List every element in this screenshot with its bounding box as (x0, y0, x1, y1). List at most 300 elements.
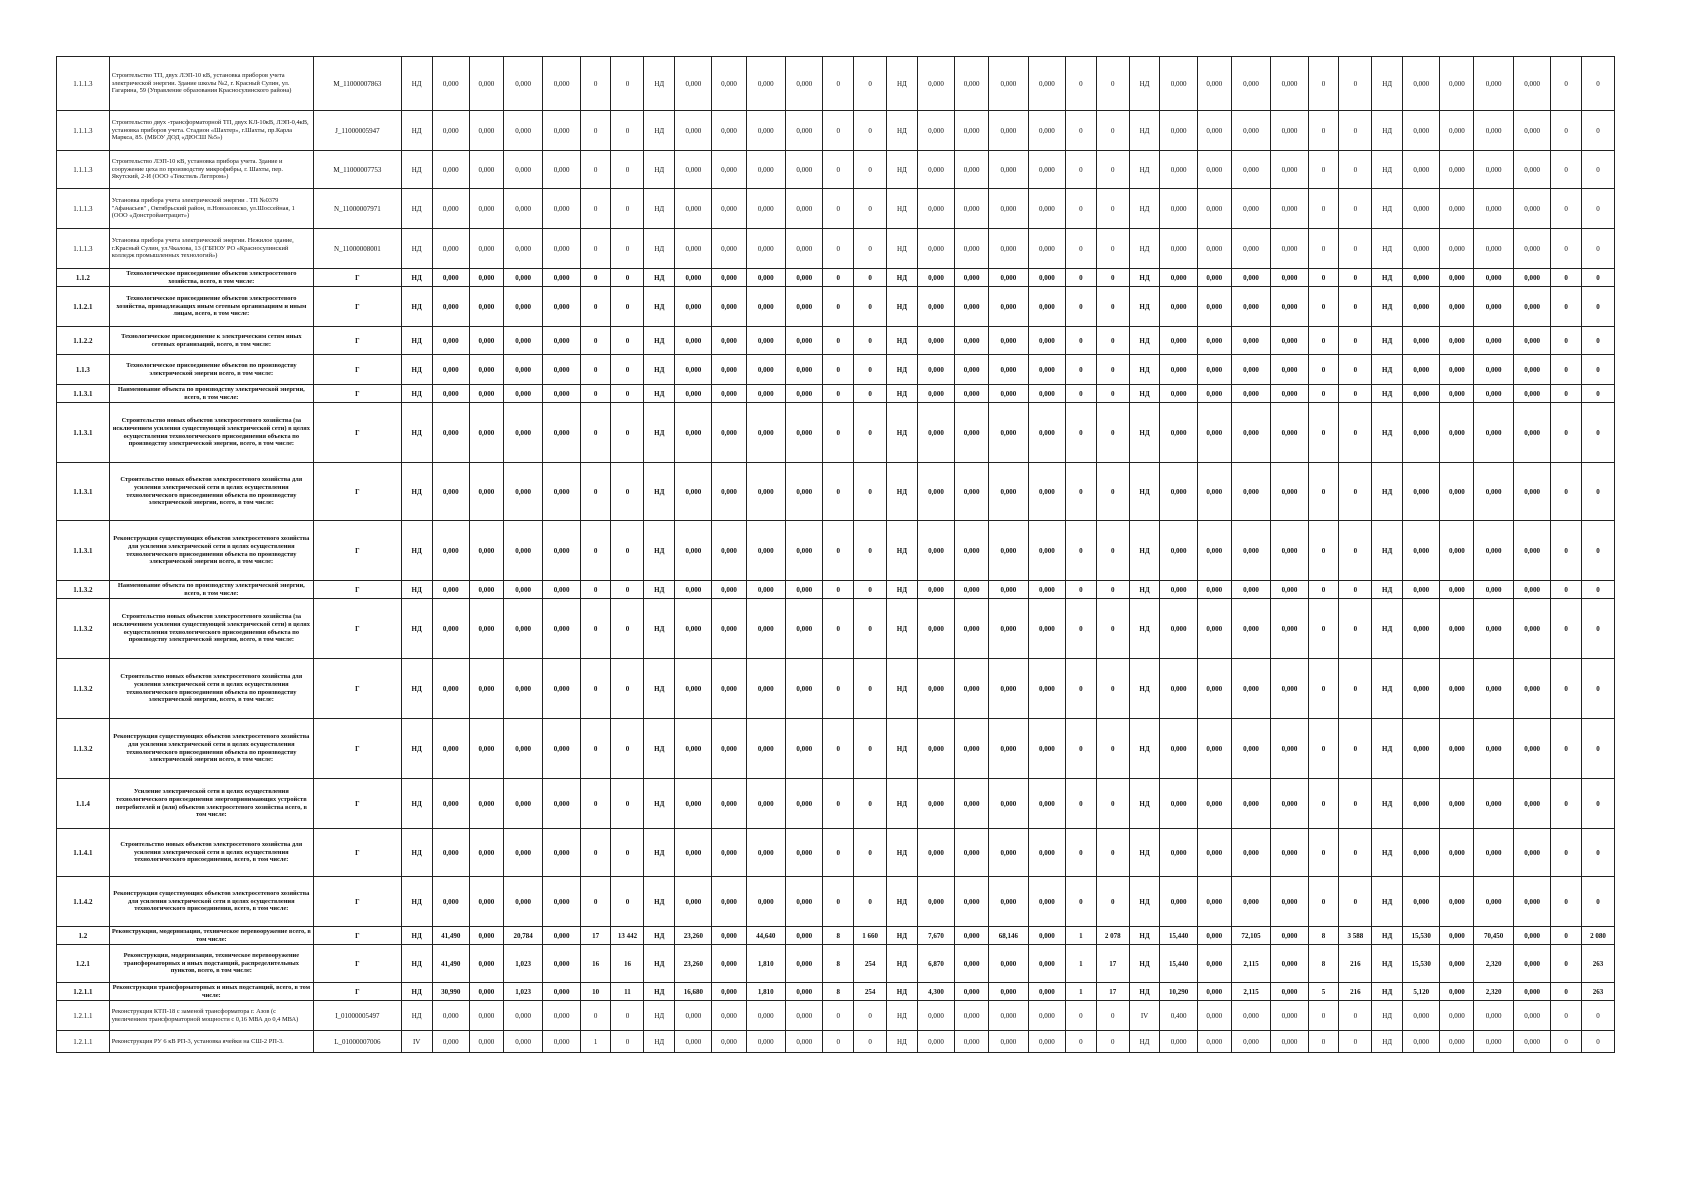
value-cell: 0 (1339, 229, 1372, 269)
row-id: Г (313, 983, 401, 1001)
value-cell: 0,000 (1403, 719, 1440, 779)
value-cell: 0,000 (1271, 229, 1308, 269)
value-cell: 0 (1066, 229, 1097, 269)
row-code: 1.1.4.2 (57, 877, 110, 927)
row-status: НД (401, 355, 432, 385)
row-id: J_11000005947 (313, 111, 401, 151)
value-cell: 2,320 (1474, 945, 1514, 983)
value-cell: 0,000 (1474, 269, 1514, 287)
value-cell: 0,000 (1160, 111, 1197, 151)
value-cell: 0 (1339, 877, 1372, 927)
value-cell: 0,000 (1231, 151, 1271, 189)
value-cell: НД (644, 829, 675, 877)
value-cell: 0 (1551, 463, 1582, 521)
value-cell: 0,000 (503, 189, 543, 229)
value-cell: 0 (1339, 659, 1372, 719)
value-cell: 0,000 (1513, 581, 1550, 599)
value-cell: 0,000 (543, 581, 580, 599)
value-cell: НД (644, 779, 675, 829)
value-cell: 0,000 (955, 463, 989, 521)
value-cell: 0,000 (1197, 385, 1231, 403)
value-cell: 0,000 (955, 719, 989, 779)
value-cell: 0 (854, 1001, 887, 1031)
value-cell: 0,000 (989, 1001, 1029, 1031)
value-cell: 44,640 (746, 927, 786, 945)
value-cell: 0,000 (1197, 269, 1231, 287)
value-cell: 0,000 (543, 1031, 580, 1053)
value-cell: 0 (823, 719, 854, 779)
value-cell: 0,000 (1160, 829, 1197, 877)
value-cell: 0,000 (1231, 189, 1271, 229)
value-cell: 0,000 (675, 719, 712, 779)
value-cell: 0,000 (1231, 111, 1271, 151)
value-cell: 0 (1096, 521, 1129, 581)
value-cell: 0 (611, 327, 644, 355)
value-cell: 0 (1096, 659, 1129, 719)
value-cell: НД (1372, 521, 1403, 581)
row-code: 1.1.3.1 (57, 463, 110, 521)
table-row (57, 521, 1646, 581)
value-cell: 0,000 (989, 779, 1029, 829)
value-cell: 0,000 (955, 945, 989, 983)
row-code: 1.1.1.3 (57, 189, 110, 229)
value-cell: 0,000 (1231, 581, 1271, 599)
value-cell: 0 (854, 877, 887, 927)
value-cell: 0,000 (1231, 829, 1271, 877)
value-cell: 0,000 (469, 521, 503, 581)
value-cell: 0,000 (1271, 779, 1308, 829)
value-cell: 0,000 (1028, 779, 1065, 829)
value-cell: 0,000 (1474, 403, 1514, 463)
value-cell: 0,000 (989, 877, 1029, 927)
value-cell: 0,000 (1474, 189, 1514, 229)
value-cell: НД (644, 719, 675, 779)
value-cell: 0,000 (1440, 355, 1474, 385)
value-cell: 0,000 (432, 57, 469, 111)
value-cell: 0 (1308, 659, 1339, 719)
value-cell: 0,000 (1474, 463, 1514, 521)
row-name: Установка прибора учета электрической энергии. Нежилое здание, г.Красный Сулин, ул.Чкалова, 13 (ГБПОУ РО «Красносулинский колледж промышленных технологий») (109, 229, 313, 269)
value-cell: 0,000 (786, 287, 823, 327)
value-cell: 0,000 (432, 719, 469, 779)
value-cell: 8 (823, 983, 854, 1001)
value-cell: 0,000 (1028, 581, 1065, 599)
value-cell: 0 (611, 463, 644, 521)
value-cell: 0 (1096, 269, 1129, 287)
value-cell: 0,000 (1440, 945, 1474, 983)
value-cell: 0 (611, 151, 644, 189)
value-cell: 0 (1581, 287, 1614, 327)
row-status: НД (401, 463, 432, 521)
value-cell: 0 (1581, 111, 1614, 151)
value-cell: 0,000 (1474, 111, 1514, 151)
value-cell: 15,440 (1160, 945, 1197, 983)
value-cell: 0 (1339, 189, 1372, 229)
value-cell: 0 (823, 151, 854, 189)
value-cell: 0 (1339, 57, 1372, 111)
value-cell: 0,000 (989, 403, 1029, 463)
value-cell: 1,810 (746, 945, 786, 983)
value-cell: 0,000 (712, 151, 746, 189)
value-cell: 0,000 (543, 521, 580, 581)
value-cell: 0 (823, 1001, 854, 1031)
value-cell: 0,000 (1440, 599, 1474, 659)
value-cell: 0,000 (1403, 581, 1440, 599)
value-cell: 0,000 (1403, 355, 1440, 385)
value-cell: 70,450 (1474, 927, 1514, 945)
value-cell: 0,000 (543, 327, 580, 355)
value-cell: 0 (611, 1001, 644, 1031)
row-id: Г (313, 659, 401, 719)
value-cell: 0 (580, 385, 611, 403)
value-cell: 0,000 (712, 463, 746, 521)
value-cell: НД (887, 779, 918, 829)
value-cell: НД (644, 463, 675, 521)
value-cell: 0,000 (1231, 269, 1271, 287)
row-name: Реконструкция КТП-18 с заменой трансформатора г. Азов (с увеличением трансформаторной мощности с 0,16 МВА до 0,4 МВА) (109, 1001, 313, 1031)
value-cell: 0,000 (543, 403, 580, 463)
value-cell: 0,000 (1231, 57, 1271, 111)
value-cell: 0 (854, 355, 887, 385)
value-cell: 0,000 (469, 327, 503, 355)
value-cell: 0,000 (786, 719, 823, 779)
table-row (57, 151, 1646, 189)
value-cell: 0,000 (1231, 355, 1271, 385)
value-cell: 0 (1066, 779, 1097, 829)
value-cell: НД (644, 599, 675, 659)
value-cell: 0,000 (786, 463, 823, 521)
value-cell: 0,000 (1197, 927, 1231, 945)
value-cell: 0,000 (503, 151, 543, 189)
value-cell: НД (1129, 403, 1160, 463)
value-cell: 0,000 (1231, 599, 1271, 659)
value-cell: 0,000 (989, 229, 1029, 269)
value-cell: 0 (1308, 229, 1339, 269)
value-cell: НД (1372, 877, 1403, 927)
value-cell: 0 (854, 829, 887, 877)
value-cell: 0,000 (1403, 403, 1440, 463)
value-cell: 0,000 (955, 385, 989, 403)
value-cell: 0,000 (1028, 877, 1065, 927)
value-cell: 0,000 (712, 1001, 746, 1031)
value-cell: 4,300 (917, 983, 954, 1001)
value-cell: 0,000 (1440, 287, 1474, 327)
value-cell: 0,000 (469, 877, 503, 927)
value-cell: 0 (854, 1031, 887, 1053)
value-cell: 0,000 (543, 385, 580, 403)
value-cell: 0,000 (432, 403, 469, 463)
value-cell: 0,000 (469, 403, 503, 463)
row-id: Г (313, 779, 401, 829)
value-cell: 0,000 (786, 229, 823, 269)
value-cell: 0,000 (746, 779, 786, 829)
value-cell: 0,000 (503, 111, 543, 151)
value-cell: 0 (1308, 57, 1339, 111)
value-cell: 0,000 (675, 877, 712, 927)
value-cell: НД (644, 521, 675, 581)
value-cell: 2,115 (1231, 945, 1271, 983)
value-cell: 0 (1096, 151, 1129, 189)
value-cell: НД (1129, 983, 1160, 1001)
value-cell: 0,000 (503, 829, 543, 877)
value-cell: 0,000 (955, 189, 989, 229)
value-cell: 0 (1096, 385, 1129, 403)
value-cell: НД (644, 581, 675, 599)
value-cell: 0 (854, 779, 887, 829)
value-cell: 0,000 (1403, 287, 1440, 327)
value-cell: НД (1129, 945, 1160, 983)
value-cell: 0 (1096, 877, 1129, 927)
value-cell: 0 (823, 229, 854, 269)
value-cell: 0,000 (1513, 355, 1550, 385)
value-cell: 0,000 (1440, 1031, 1474, 1053)
table-row (57, 57, 1646, 111)
value-cell: 263 (1581, 945, 1614, 983)
value-cell: 0,000 (917, 599, 954, 659)
value-cell: НД (887, 229, 918, 269)
value-cell: 0,000 (989, 829, 1029, 877)
value-cell: 0,000 (1028, 287, 1065, 327)
value-cell: 0,000 (989, 1031, 1029, 1053)
value-cell: 0,000 (955, 151, 989, 189)
value-cell: 3 588 (1339, 927, 1372, 945)
value-cell: 0,000 (1513, 403, 1550, 463)
value-cell: 0 (580, 829, 611, 877)
row-name: Реконструкция существующих объектов электросетевого хозяйства для усиления электрической сети в целях осуществления технологического присоединения объекта по производству электрической энергии всего, в том числе: (109, 521, 313, 581)
table-row (57, 927, 1646, 945)
value-cell: 0,000 (503, 463, 543, 521)
value-cell: 0,000 (746, 355, 786, 385)
row-code: 1.1.3.2 (57, 719, 110, 779)
row-status: НД (401, 151, 432, 189)
value-cell: НД (887, 111, 918, 151)
value-cell: 0,000 (469, 581, 503, 599)
value-cell: 0 (823, 829, 854, 877)
value-cell: 0 (1339, 151, 1372, 189)
row-status: НД (401, 403, 432, 463)
value-cell: 0,000 (432, 327, 469, 355)
value-cell: НД (1129, 599, 1160, 659)
value-cell: 1,810 (746, 983, 786, 1001)
value-cell: 0 (580, 189, 611, 229)
value-cell: НД (1129, 151, 1160, 189)
value-cell: 0,000 (432, 111, 469, 151)
value-cell: 0,000 (1231, 403, 1271, 463)
row-code: 1.2.1.1 (57, 1001, 110, 1031)
value-cell: 0 (1096, 829, 1129, 877)
value-cell: 0,000 (1440, 829, 1474, 877)
value-cell: 0 (1551, 521, 1582, 581)
row-name: Реконструкция РУ 6 кВ РП-3, установка ячейки на СШ-2 РП-3. (109, 1031, 313, 1053)
value-cell: НД (887, 581, 918, 599)
value-cell: 0,000 (1197, 355, 1231, 385)
value-cell: НД (644, 327, 675, 355)
value-cell: 0,000 (675, 229, 712, 269)
row-name: Технологическое присоединение объектов по производству электрической энергии всего, в том числе: (109, 355, 313, 385)
row-id: Г (313, 287, 401, 327)
value-cell: 0,000 (955, 829, 989, 877)
value-cell: IV (1129, 1001, 1160, 1031)
value-cell: 0 (1339, 581, 1372, 599)
value-cell: 0,000 (1028, 719, 1065, 779)
value-cell: 0 (580, 287, 611, 327)
value-cell: 0,000 (1028, 521, 1065, 581)
value-cell: 0,000 (1271, 719, 1308, 779)
row-status: НД (401, 659, 432, 719)
value-cell: НД (1129, 287, 1160, 327)
row-name: Строительство ЛЭП-10 кВ, установка прибора учета. Здание и сооружение цеха по производству микрофибры, г. Шахты, пер. Якутский, 2-И (ООО «Текстиль Легпром») (109, 151, 313, 189)
value-cell: 0,000 (543, 599, 580, 659)
value-cell: 0 (611, 521, 644, 581)
value-cell: 0 (1308, 385, 1339, 403)
value-cell: 0 (580, 151, 611, 189)
table-row (57, 581, 1646, 599)
value-cell: 0,000 (469, 1001, 503, 1031)
row-id: Г (313, 269, 401, 287)
value-cell: 0,000 (543, 269, 580, 287)
table-row (57, 779, 1646, 829)
value-cell: 0,000 (712, 355, 746, 385)
value-cell: 0,000 (712, 229, 746, 269)
value-cell: 0,000 (675, 659, 712, 719)
value-cell: 0,000 (1271, 385, 1308, 403)
value-cell: 0 (823, 327, 854, 355)
value-cell: 0,000 (432, 269, 469, 287)
value-cell: 0,000 (543, 189, 580, 229)
value-cell: 0,000 (1028, 599, 1065, 659)
value-cell: 0,000 (955, 779, 989, 829)
value-cell: 0 (1066, 521, 1097, 581)
value-cell: 0 (1066, 269, 1097, 287)
value-cell: 0 (1581, 463, 1614, 521)
value-cell: 0 (580, 1001, 611, 1031)
value-cell: 0,000 (1271, 829, 1308, 877)
value-cell: 0 (580, 269, 611, 287)
value-cell: 0,000 (1197, 779, 1231, 829)
value-cell: 0 (854, 327, 887, 355)
value-cell: 0,000 (1271, 269, 1308, 287)
value-cell: 263 (1581, 983, 1614, 1001)
value-cell: 0,000 (955, 327, 989, 355)
value-cell: НД (1372, 111, 1403, 151)
value-cell: 41,490 (432, 927, 469, 945)
value-cell: 0 (1308, 829, 1339, 877)
value-cell: 0,000 (955, 1031, 989, 1053)
value-cell: 0,000 (786, 599, 823, 659)
value-cell: 0 (1339, 385, 1372, 403)
value-cell: 0 (580, 877, 611, 927)
value-cell: 0 (1096, 229, 1129, 269)
value-cell: 0,000 (917, 403, 954, 463)
row-status: НД (401, 719, 432, 779)
value-cell: 0 (854, 269, 887, 287)
value-cell: 0 (854, 287, 887, 327)
value-cell: 0,000 (746, 599, 786, 659)
value-cell: 0 (1096, 111, 1129, 151)
value-cell: 0 (854, 659, 887, 719)
value-cell: 0 (1551, 189, 1582, 229)
value-cell: 0,000 (1160, 581, 1197, 599)
value-cell: 0,000 (712, 111, 746, 151)
value-cell: 0,000 (989, 287, 1029, 327)
value-cell: 0 (1581, 269, 1614, 287)
value-cell: 0,000 (1513, 189, 1550, 229)
value-cell: 0,000 (1231, 1031, 1271, 1053)
row-status: НД (401, 927, 432, 945)
value-cell: 0 (1066, 463, 1097, 521)
value-cell: 0,000 (786, 1031, 823, 1053)
value-cell: 0,000 (917, 877, 954, 927)
value-cell: 0,000 (1403, 269, 1440, 287)
value-cell: 0 (1066, 385, 1097, 403)
row-code: 1.1.3.1 (57, 403, 110, 463)
value-cell: 0,000 (746, 829, 786, 877)
table-row (57, 945, 1646, 983)
value-cell: 0 (580, 521, 611, 581)
value-cell: 0,000 (432, 1031, 469, 1053)
value-cell: 0 (854, 151, 887, 189)
row-code: 1.1.4.1 (57, 829, 110, 877)
value-cell: 0,000 (1474, 829, 1514, 877)
value-cell: НД (1129, 719, 1160, 779)
value-cell: 0,000 (955, 355, 989, 385)
value-cell: 0 (1096, 355, 1129, 385)
value-cell: 0,000 (1028, 189, 1065, 229)
value-cell: 0,000 (712, 927, 746, 945)
value-cell: 0 (1308, 1001, 1339, 1031)
value-cell: 0 (1096, 599, 1129, 659)
table-row (57, 463, 1646, 521)
value-cell: 0 (854, 111, 887, 151)
value-cell: 0,000 (1197, 189, 1231, 229)
value-cell: 0,000 (432, 779, 469, 829)
value-cell: НД (887, 463, 918, 521)
value-cell: 0,000 (1513, 111, 1550, 151)
value-cell: 0 (580, 403, 611, 463)
value-cell: 0 (1096, 403, 1129, 463)
value-cell: 0,000 (1474, 659, 1514, 719)
value-cell: 0 (1551, 581, 1582, 599)
value-cell: 0 (823, 111, 854, 151)
value-cell: 0,000 (955, 1001, 989, 1031)
value-cell: 0 (1308, 287, 1339, 327)
value-cell: 0,000 (1440, 463, 1474, 521)
value-cell: 0,000 (1160, 463, 1197, 521)
value-cell: 0,000 (1440, 385, 1474, 403)
value-cell: 0,000 (1403, 189, 1440, 229)
value-cell: НД (1129, 355, 1160, 385)
value-cell: 68,146 (989, 927, 1029, 945)
value-cell: НД (887, 599, 918, 659)
value-cell: 0,000 (1231, 327, 1271, 355)
value-cell: 0,000 (675, 779, 712, 829)
value-cell: НД (1129, 269, 1160, 287)
value-cell: 0,000 (469, 151, 503, 189)
value-cell: 0,000 (989, 581, 1029, 599)
value-cell: 0,000 (503, 355, 543, 385)
table-row (57, 189, 1646, 229)
value-cell: 0,000 (432, 829, 469, 877)
value-cell: 2 078 (1096, 927, 1129, 945)
value-cell: 0 (1551, 945, 1582, 983)
value-cell: НД (644, 229, 675, 269)
value-cell: 0,000 (1403, 779, 1440, 829)
value-cell: 0,000 (675, 151, 712, 189)
value-cell: 0,000 (503, 1031, 543, 1053)
value-cell: 0,000 (1440, 877, 1474, 927)
value-cell: 0,000 (469, 189, 503, 229)
value-cell: 0,000 (1231, 719, 1271, 779)
